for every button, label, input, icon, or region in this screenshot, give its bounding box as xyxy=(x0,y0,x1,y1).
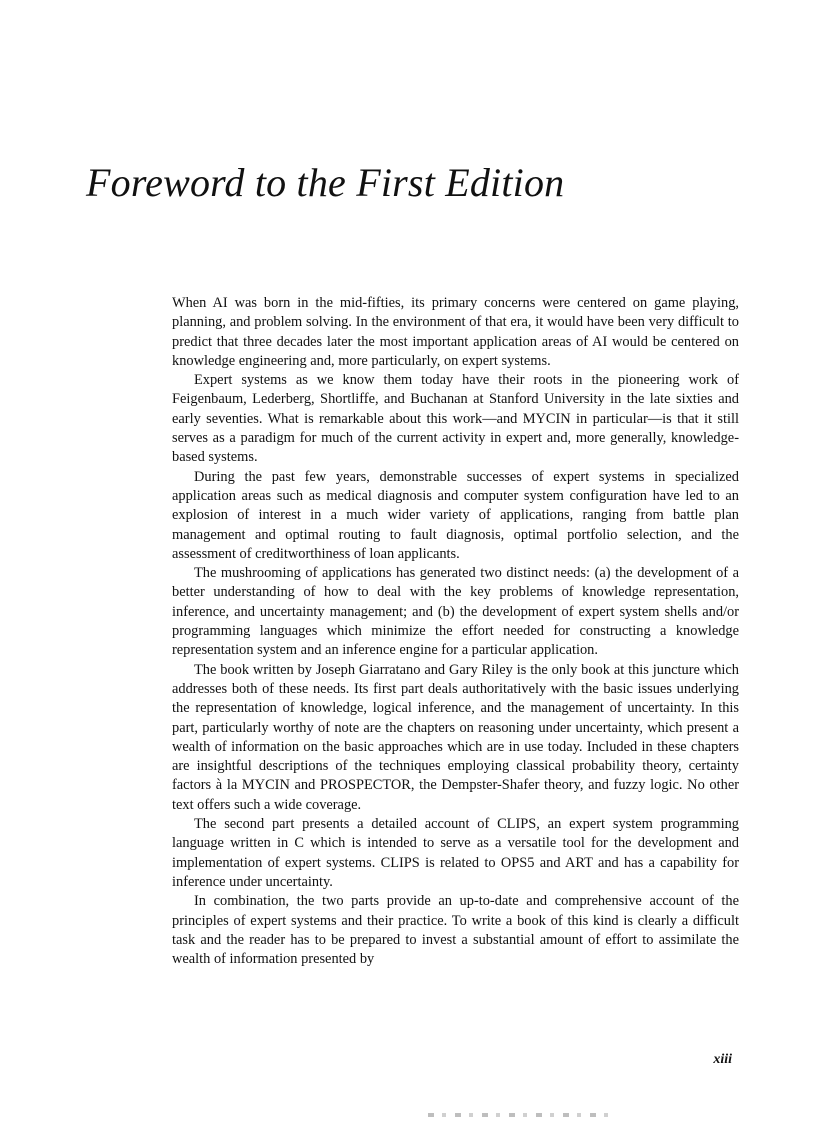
foreword-body xyxy=(172,294,739,969)
paragraph: During the past few years, demonstrable successes of expert systems in specialized application areas such as medical diagnosis and computer system configuration have led to an explosion of interest in a much wider variety of applications, ranging from battle plan management and optimal routing to fault diagnosis, optimal portfolio selection, and the assessment of creditworthiness of loan applicants. xyxy=(172,468,739,562)
paragraph: The second part presents a detailed account of CLIPS, an expert system programming language written in C which is intended to serve as a versatile tool for the development and implementation of expert systems. CLIPS is related to OPS5 and ART and has a capability for inference under uncertainty. xyxy=(172,816,739,890)
scan-artifact xyxy=(428,1113,612,1117)
paragraph: Expert systems as we know them today have their roots in the pioneering work of Feigenbaum, Lederberg, Shortliffe, and Buchanan at Stanford University in the late sixties and early seventies. What is remarkable about this work—and MYCIN in particular—is that it still serves as a paradigm for much of the current activity in expert and, more generally, knowledge-based systems. xyxy=(172,372,739,466)
paragraph: The book written by Joseph Giarratano and Gary Riley is the only book at this juncture which addresses both of these needs. Its first part deals authoritatively with the basic issues underlying the representation of knowledge, logical inference, and the management of uncertainty. In this part, particularly worthy of note are the chapters on reasoning under uncertainty, which present a wealth of information on the basic approaches which are in use today. Included in these chapters are insightful descriptions of the techniques employing classical probability theory, certainty factors à la MYCIN and PROSPECTOR, the Dempster-Shafer theory, and fuzzy logic. No other text offers such a wide coverage. xyxy=(172,661,739,813)
paragraph: In combination, the two parts provide an up-to-date and comprehensive account of the principles of expert systems and their practice. To write a book of this kind is clearly a difficult task and the reader has to be prepared to invest a substantial amount of effort to assimilate the wealth of information presented by xyxy=(172,893,739,968)
paragraph: The mushrooming of applications has generated two distinct needs: (a) the development of a better understanding of how to deal with the key problems of knowledge representation, inference, and uncertainty management; and (b) the development of expert system shells and/or programming languages which minimize the effort needed for constructing a knowledge representation system and an inference engine for a particular application. xyxy=(172,565,739,659)
paragraph: When AI was born in the mid-fifties, its primary concerns were centered on game playing, planning, and problem solving. In the environment of that era, it would have been very difficult to predict that three decades later the most important application areas of AI would be centered on knowledge engineering and, more particularly, on expert systems. xyxy=(172,295,739,369)
chapter-title: Foreword to the First Edition xyxy=(86,160,565,205)
page-number: xiii xyxy=(713,1052,732,1067)
